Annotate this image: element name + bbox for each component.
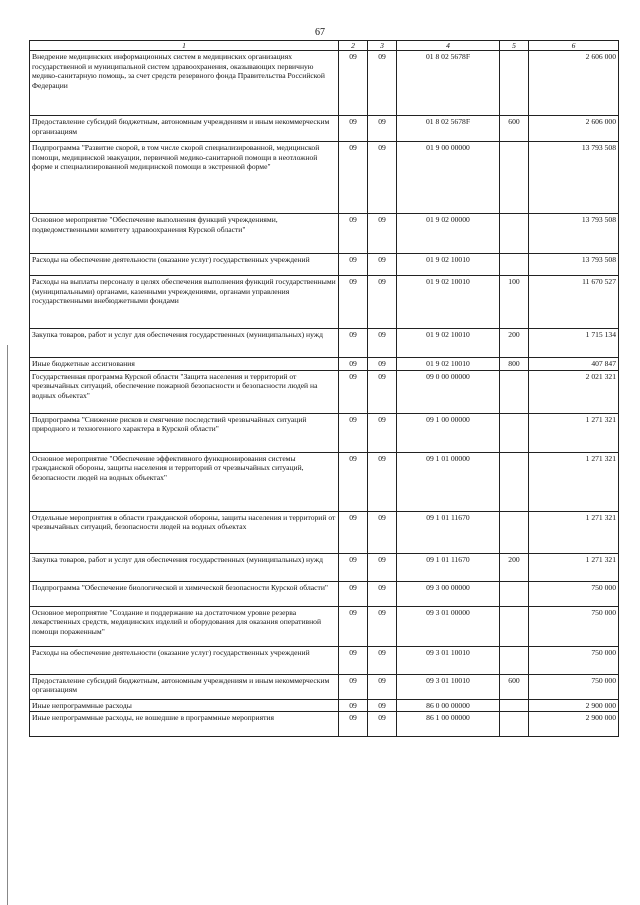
expense-type-cell: 200 — [500, 329, 529, 358]
expense-name-cell: Внедрение медицинских информационных систем в медицинских организациях государственной и муниципальной систем здравоохранения, оказывающих первичную медико-санитарную помощь, за счет средств резервного фонда Правительства Российской Федерации — [30, 51, 339, 116]
amount-cell: 2 900 000 — [529, 699, 619, 712]
amount-cell: 2 900 000 — [529, 712, 619, 737]
expense-type-cell — [500, 606, 529, 646]
table-header-row — [30, 41, 619, 51]
expense-type-cell — [500, 142, 529, 214]
section-cell: 09 — [339, 116, 368, 142]
expense-type-cell: 600 — [500, 116, 529, 142]
section-cell: 09 — [339, 674, 368, 699]
amount-cell: 13 793 508 — [529, 214, 619, 254]
subsection-cell: 09 — [368, 413, 397, 452]
table-row — [30, 413, 619, 452]
table-row — [30, 142, 619, 214]
subsection-cell: 09 — [368, 581, 397, 606]
expense-name-cell: Основное мероприятие "Создание и поддержание на достаточном уровне резерва лекарственных средств, медицинских изделий и оборудования для оказания оперативной помощи пораженным" — [30, 606, 339, 646]
amount-cell: 1 271 321 — [529, 413, 619, 452]
expense-name-cell: Подпрограмма "Развитие скорой, в том числе скорой специализированной, медицинской помощи, медицинской эвакуации, первичной медико-санитарной помощи в неотложной форме и специализированной медицинской помощи в экстренной форме" — [30, 142, 339, 214]
target-article-cell: 86 1 00 00000 — [397, 712, 500, 737]
page-number: 67 — [315, 27, 325, 38]
subsection-cell: 09 — [368, 712, 397, 737]
expense-type-cell — [500, 254, 529, 276]
subsection-cell: 09 — [368, 553, 397, 581]
table-row — [30, 214, 619, 254]
expense-type-cell — [500, 51, 529, 116]
table-row — [30, 511, 619, 553]
table-row — [30, 358, 619, 371]
amount-cell: 11 670 527 — [529, 276, 619, 329]
expense-name-cell: Отдельные мероприятия в области гражданской обороны, защиты населения и территорий от чрезвычайных ситуаций, безопасности людей на водных объектах — [30, 511, 339, 553]
subsection-cell: 09 — [368, 254, 397, 276]
target-article-cell: 09 3 01 00000 — [397, 606, 500, 646]
subsection-cell: 09 — [368, 116, 397, 142]
table-row — [30, 254, 619, 276]
expense-name-cell: Государственная программа Курской области "Защита населения и территорий от чрезвычайных ситуаций, обеспечение пожарной безопасности и безопасности людей на водных объектах" — [30, 370, 339, 413]
amount-cell: 2 021 321 — [529, 370, 619, 413]
target-article-cell: 86 0 00 00000 — [397, 699, 500, 712]
section-cell: 09 — [339, 699, 368, 712]
column-header: 3 — [368, 41, 397, 51]
amount-cell: 750 000 — [529, 606, 619, 646]
section-cell: 09 — [339, 214, 368, 254]
expense-name-cell: Основное мероприятие "Обеспечение выполнения функций учреждениями, подведомственными комитету здравоохранения Курской области" — [30, 214, 339, 254]
amount-cell: 13 793 508 — [529, 254, 619, 276]
column-header: 5 — [500, 41, 529, 51]
amount-cell: 1 715 134 — [529, 329, 619, 358]
section-cell: 09 — [339, 646, 368, 674]
section-cell: 09 — [339, 51, 368, 116]
section-cell: 09 — [339, 581, 368, 606]
target-article-cell: 09 3 01 10010 — [397, 646, 500, 674]
subsection-cell: 09 — [368, 606, 397, 646]
target-article-cell: 01 9 00 00000 — [397, 142, 500, 214]
column-header: 2 — [339, 41, 368, 51]
expense-name-cell: Иные бюджетные ассигнования — [30, 358, 339, 371]
subsection-cell: 09 — [368, 511, 397, 553]
target-article-cell: 01 8 02 5678F — [397, 51, 500, 116]
target-article-cell: 01 9 02 10010 — [397, 276, 500, 329]
scan-margin-line — [7, 345, 8, 905]
section-cell: 09 — [339, 358, 368, 371]
section-cell: 09 — [339, 329, 368, 358]
amount-cell: 407 847 — [529, 358, 619, 371]
expense-type-cell: 600 — [500, 674, 529, 699]
expense-type-cell: 200 — [500, 553, 529, 581]
amount-cell: 1 271 321 — [529, 553, 619, 581]
expense-type-cell — [500, 699, 529, 712]
table-row — [30, 116, 619, 142]
table-row — [30, 276, 619, 329]
expense-type-cell — [500, 452, 529, 511]
amount-cell: 750 000 — [529, 581, 619, 606]
amount-cell: 1 271 321 — [529, 511, 619, 553]
subsection-cell: 09 — [368, 276, 397, 329]
expense-name-cell: Расходы на обеспечение деятельности (оказание услуг) государственных учреждений — [30, 254, 339, 276]
target-article-cell: 09 1 01 11670 — [397, 553, 500, 581]
amount-cell: 1 271 321 — [529, 452, 619, 511]
target-article-cell: 09 1 01 00000 — [397, 452, 500, 511]
target-article-cell: 01 9 02 00000 — [397, 214, 500, 254]
column-header: 1 — [30, 41, 339, 51]
section-cell: 09 — [339, 712, 368, 737]
subsection-cell: 09 — [368, 51, 397, 116]
section-cell: 09 — [339, 413, 368, 452]
subsection-cell: 09 — [368, 646, 397, 674]
subsection-cell: 09 — [368, 674, 397, 699]
expense-name-cell: Закупка товаров, работ и услуг для обеспечения государственных (муниципальных) нужд — [30, 553, 339, 581]
subsection-cell: 09 — [368, 142, 397, 214]
table-row — [30, 581, 619, 606]
subsection-cell: 09 — [368, 329, 397, 358]
expense-name-cell: Иные непрограммные расходы, не вошедшие в программные мероприятия — [30, 712, 339, 737]
target-article-cell: 09 3 01 10010 — [397, 674, 500, 699]
column-header: 4 — [397, 41, 500, 51]
table-row — [30, 606, 619, 646]
subsection-cell: 09 — [368, 358, 397, 371]
subsection-cell: 09 — [368, 699, 397, 712]
expense-type-cell — [500, 712, 529, 737]
target-article-cell: 01 9 02 10010 — [397, 254, 500, 276]
amount-cell: 2 606 000 — [529, 51, 619, 116]
subsection-cell: 09 — [368, 214, 397, 254]
expense-name-cell: Закупка товаров, работ и услуг для обеспечения государственных (муниципальных) нужд — [30, 329, 339, 358]
expense-type-cell: 100 — [500, 276, 529, 329]
section-cell: 09 — [339, 553, 368, 581]
target-article-cell: 09 1 01 11670 — [397, 511, 500, 553]
expense-type-cell — [500, 511, 529, 553]
expense-type-cell — [500, 413, 529, 452]
expense-name-cell: Основное мероприятие "Обеспечение эффективного функционирования системы гражданской обороны, защиты населения и территорий от чрезвычайных ситуаций, безопасности людей на водных объектах" — [30, 452, 339, 511]
table-row — [30, 646, 619, 674]
target-article-cell: 09 0 00 00000 — [397, 370, 500, 413]
expense-type-cell: 800 — [500, 358, 529, 371]
expense-name-cell: Расходы на обеспечение деятельности (оказание услуг) государственных учреждений — [30, 646, 339, 674]
target-article-cell: 09 1 00 00000 — [397, 413, 500, 452]
table-row — [30, 699, 619, 712]
expense-name-cell: Предоставление субсидий бюджетным, автономным учреждениям и иным некоммерческим организациям — [30, 674, 339, 699]
table-row — [30, 452, 619, 511]
expense-type-cell — [500, 581, 529, 606]
table-row — [30, 553, 619, 581]
subsection-cell: 09 — [368, 370, 397, 413]
section-cell: 09 — [339, 142, 368, 214]
amount-cell: 750 000 — [529, 674, 619, 699]
budget-table — [29, 40, 619, 737]
expense-name-cell: Расходы на выплаты персоналу в целях обеспечения выполнения функций государственными (муниципальными) органами, казенными учреждениями, органами управления государственными внебюджетными фондами — [30, 276, 339, 329]
section-cell: 09 — [339, 254, 368, 276]
table-row — [30, 51, 619, 116]
expense-name-cell: Подпрограмма "Обеспечение биологической и химической безопасности Курской области" — [30, 581, 339, 606]
section-cell: 09 — [339, 276, 368, 329]
expense-name-cell: Подпрограмма "Снижение рисков и смягчение последствий чрезвычайных ситуаций природного и техногенного характера в Курской области" — [30, 413, 339, 452]
amount-cell: 13 793 508 — [529, 142, 619, 214]
target-article-cell: 01 9 02 10010 — [397, 358, 500, 371]
expense-type-cell — [500, 214, 529, 254]
table-row — [30, 674, 619, 699]
expense-type-cell — [500, 646, 529, 674]
column-header: 6 — [529, 41, 619, 51]
expense-name-cell: Иные непрограммные расходы — [30, 699, 339, 712]
amount-cell: 750 000 — [529, 646, 619, 674]
table-row — [30, 712, 619, 737]
expense-name-cell: Предоставление субсидий бюджетным, автономным учреждениям и иным некоммерческим организациям — [30, 116, 339, 142]
table-row — [30, 329, 619, 358]
table-row — [30, 370, 619, 413]
section-cell: 09 — [339, 452, 368, 511]
section-cell: 09 — [339, 370, 368, 413]
target-article-cell: 01 8 02 5678F — [397, 116, 500, 142]
expense-type-cell — [500, 370, 529, 413]
amount-cell: 2 606 000 — [529, 116, 619, 142]
subsection-cell: 09 — [368, 452, 397, 511]
section-cell: 09 — [339, 511, 368, 553]
target-article-cell: 09 3 00 00000 — [397, 581, 500, 606]
target-article-cell: 01 9 02 10010 — [397, 329, 500, 358]
section-cell: 09 — [339, 606, 368, 646]
